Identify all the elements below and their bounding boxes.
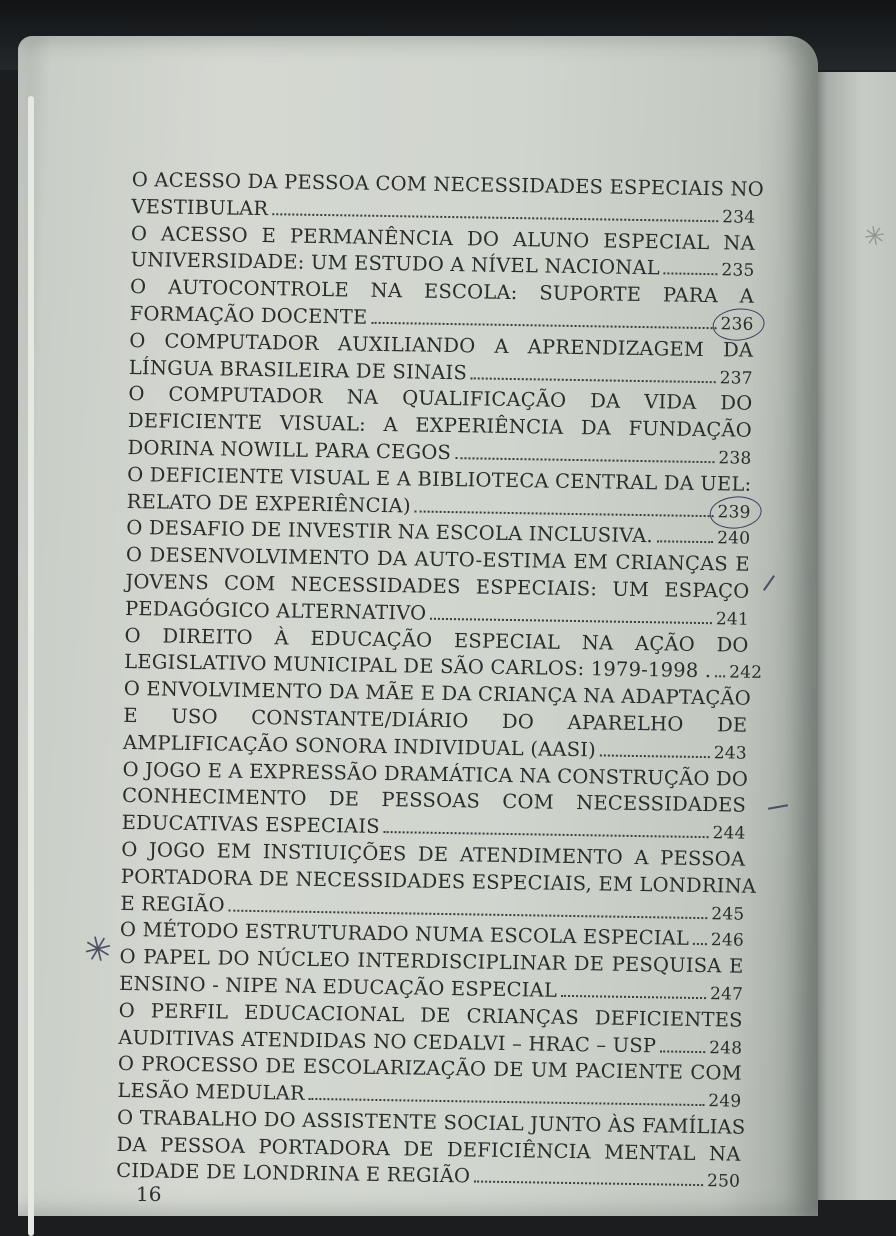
- toc-page-number: 237: [719, 367, 753, 389]
- toc-page-number: 242: [729, 662, 763, 684]
- toc-page-number: 243: [713, 742, 748, 764]
- toc-entry-text: FORMAÇÃO DOCENTE: [129, 301, 368, 329]
- facing-page: [812, 72, 896, 1200]
- toc-entry-text: O DESENVOLVIMENTO DA AUTO-ESTIMA EM CRIANÇAS E: [125, 543, 751, 576]
- dot-leader: [430, 617, 712, 623]
- toc-page-number: 234: [722, 207, 756, 228]
- toc-page-number: 244: [712, 823, 746, 844]
- toc-entry-text: E REGIÃO: [120, 891, 225, 917]
- toc-entry: [122, 677, 752, 767]
- dot-leader: [715, 676, 725, 678]
- toc-entry: [124, 623, 763, 686]
- table-of-contents: [116, 168, 765, 1196]
- toc-entry-text: O MÉTODO ESTRUTURADO NUMA ESCOLA ESPECIAL: [119, 918, 690, 951]
- toc-entry: [121, 757, 749, 847]
- toc-entry-text: DEFICIENTE VISUAL: A EXPERIÊNCIA DA FUNDAÇÃO: [127, 409, 753, 442]
- toc-entry-text: O DESAFIO DE INVESTIR NA ESCOLA INCLUSIVA.: [126, 516, 654, 548]
- toc-entry-text: E USO CONSTANTE/DIÁRIO DO APARELHO DE: [123, 703, 748, 737]
- dot-leader: [272, 213, 718, 222]
- toc-page-number: 241: [715, 608, 750, 630]
- dot-leader: [415, 510, 714, 517]
- toc-page-number: 238: [718, 448, 752, 469]
- dot-leader: [371, 322, 716, 329]
- dot-leader: [657, 541, 713, 544]
- toc-entry-text: O PAPEL DO NÚCLEO INTERDISCIPLINAR DE PESQUISA E: [119, 945, 744, 978]
- toc-entry-text: O PROCESSO DE ESCOLARIZAÇÃO DE UM PACIENTE COM: [117, 1052, 743, 1085]
- toc-entry: [127, 382, 752, 472]
- toc-page-number: 235: [721, 260, 755, 282]
- toc-entry: [131, 168, 765, 231]
- toc-entry-text: DORINA NOWILL PARA CEGOS: [127, 435, 452, 465]
- dot-leader: [693, 943, 707, 945]
- toc-entry-text: O ACESSO E PERMANÊNCIA DO ALUNO ESPECIAL NA: [130, 221, 756, 255]
- toc-entry: [127, 463, 752, 526]
- toc-entry: [117, 1052, 742, 1115]
- page-edge: [28, 96, 34, 1236]
- toc-entry-text: PEDAGÓGICO ALTERNATIVO: [124, 596, 427, 625]
- toc-entry-text: O DEFICIENTE VISUAL E A BIBLIOTECA CENTRAL DA UEL:: [127, 462, 752, 496]
- toc-page-number: 250: [706, 1171, 741, 1193]
- toc-entry-text: O ENVOLVIMENTO DA MÃE E DA CRIANÇA NA ADAPTAÇÃO: [123, 677, 752, 710]
- toc-entry-text: O JOGO E A EXPRESSÃO DRAMÁTICA NA CONSTRUÇÃO DO: [122, 757, 749, 791]
- toc-entry-text: LEGISLATIVO MUNICIPAL DE SÃO CARLOS: 1979-1998 .: [124, 650, 712, 683]
- dot-leader: [660, 1050, 705, 1053]
- toc-entry-text: LESÃO MEDULAR: [117, 1078, 306, 1105]
- toc-entry-text: O JOGO EM INSTIUIÇÕES DE ATENDIMENTO A PESSOA: [121, 837, 746, 871]
- toc-page-number: 240: [717, 528, 751, 550]
- dot-leader: [229, 909, 708, 919]
- pencil-star-mark-icon: ✳: [861, 220, 889, 254]
- dot-leader: [474, 1181, 703, 1187]
- toc-entry: [116, 1105, 746, 1196]
- dot-leader: [561, 995, 706, 999]
- toc-entry-text: VESTIBULAR: [131, 194, 269, 220]
- toc-entry: [129, 275, 754, 338]
- circled-page-number: 236: [720, 314, 754, 335]
- circled-page-number: 239: [717, 501, 751, 523]
- toc-entry-text: O AUTOCONTROLE NA ESCOLA: SUPORTE PARA A: [129, 275, 755, 308]
- toc-entry-text: ENSINO - NIPE NA EDUCAÇÃO ESPECIAL: [119, 971, 558, 1002]
- dot-leader: [309, 1098, 705, 1106]
- page-number: 16: [136, 1182, 162, 1206]
- toc-entry-text: RELATO DE EXPERIÊNCIA): [126, 489, 411, 517]
- toc-entry-text: CIDADE DE LONDRINA E REGIÃO: [116, 1159, 471, 1188]
- toc-entry: [119, 945, 744, 1008]
- toc-entry-text: O ACESSO DA PESSOA COM NECESSIDADES ESPECIAIS NO: [131, 168, 765, 201]
- toc-entry: [130, 222, 755, 285]
- toc-entry-text: UNIVERSIDADE: UM ESTUDO A NÍVEL NACIONAL: [130, 248, 661, 280]
- toc-entry-text: O PERFIL EDUCACIONAL DE CRIANÇAS DEFICIENTES: [118, 998, 743, 1032]
- toc-page-number: 246: [710, 930, 745, 952]
- toc-entry-text: DA PESSOA PORTADORA DE DEFICIÊNCIA MENTAL NA: [116, 1132, 741, 1166]
- dot-leader: [600, 754, 710, 758]
- toc-entry-text: AUDITIVAS ATENDIDAS NO CEDALVI – HRAC – USP: [118, 1025, 657, 1057]
- dot-leader: [664, 273, 718, 276]
- toc-entry-text: O COMPUTADOR AUXILIANDO A APRENDIZAGEM DA: [129, 328, 754, 362]
- dot-leader: [455, 457, 714, 463]
- toc-entry-text: EDUCATIVAS ESPECIAIS: [121, 811, 380, 839]
- toc-page-number: 248: [709, 1037, 743, 1059]
- toc-page-number: 245: [711, 903, 745, 925]
- toc-entry-text: JOVENS COM NECESSIDADES ESPECIAIS: UM ESPAÇO: [125, 569, 750, 603]
- toc-entry-text: O COMPUTADOR NA QUALIFICAÇÃO DA VIDA DO: [128, 382, 753, 416]
- toc-entry: [120, 837, 757, 928]
- toc-entry-text: PORTADORA DE NECESSIDADES ESPECIAIS, EM LONDRINA: [120, 864, 757, 898]
- toc-entry-text: O DIREITO À EDUCAÇÃO ESPECIAL NA AÇÃO DO: [124, 623, 749, 657]
- handwritten-star-icon: ✳: [79, 927, 117, 973]
- toc-page-number: 249: [708, 1091, 742, 1112]
- dot-leader: [384, 831, 709, 838]
- toc-entry-text: O TRABALHO DO ASSISTENTE SOCIAL JUNTO ÀS FAMÍLIAS: [116, 1105, 746, 1139]
- toc-entry-text: AMPLIFICAÇÃO SONORA INDIVIDUAL (AASI): [122, 730, 597, 762]
- toc-entry: [125, 543, 750, 633]
- toc-entry-text: LÍNGUA BRASILEIRA DE SINAIS: [128, 355, 468, 384]
- toc-page-number: 247: [709, 984, 744, 1005]
- toc-entry-text: CONHECIMENTO DE PESSOAS COM NECESSIDADES: [121, 784, 747, 818]
- dot-leader: [471, 377, 716, 383]
